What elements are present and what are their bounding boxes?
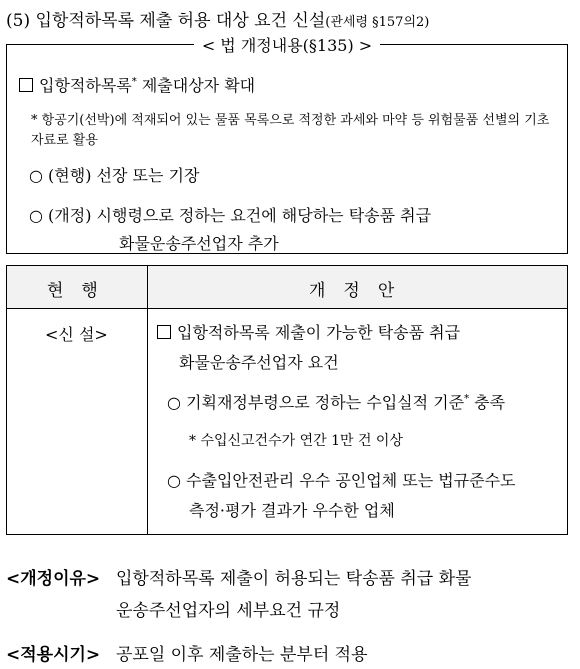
header-revised: 개정안 [309, 281, 413, 301]
box-title: < 법 개정내용(§135) > [194, 36, 380, 55]
reason-line2: 운송주선업자의 세부요건 규정 [116, 601, 341, 621]
box-current: ○ (현행) 선장 또는 기장 [29, 166, 200, 185]
revised-main-line2: 화물운송주선업자 요건 [179, 353, 339, 372]
section-heading [6, 6, 429, 31]
box-item [19, 73, 255, 96]
revised-sub1-note: * 수입신고건수가 연간 1만 건 이상 [189, 433, 403, 449]
revised-sub1-text: ○ 기획재정부령으로 정하는 수입실적 기준 [167, 393, 465, 412]
effective-label: <적용시기> [6, 645, 101, 665]
section-heading-ref: (관세령 §157의2) [325, 15, 430, 30]
revised-sub1 [167, 390, 505, 413]
box-revised-line1: ○ (개정) 시행령으로 정하는 요건에 해당하는 탁송품 취급 [29, 206, 432, 225]
section-heading-main: (5) 입항적하목록 제출 허용 대상 요건 신설 [6, 11, 326, 31]
column-divider [147, 266, 148, 534]
revised-main-text: 입항적하목록 제출이 가능한 탁송품 취급 [177, 323, 461, 342]
header-current: 현행 [47, 281, 116, 301]
current-cell: <신 설> [45, 325, 108, 344]
box-footnote: * 항공기(선박)에 적재되어 있는 물품 목록으로 적정한 과세와 마약 등 위험물품 선별의 기초자료로 활용 [31, 113, 550, 148]
checkbox-icon [157, 325, 171, 339]
box-revised-line2: 화물운송주선업자 추가 [119, 234, 279, 253]
comparison-table [6, 265, 568, 535]
table-header-row [7, 266, 567, 309]
revised-sub2-line2: 측정·평가 결과가 우수한 업체 [189, 501, 395, 520]
checkbox-icon [19, 78, 33, 92]
reason-line1: 입항적하목록 제출이 허용되는 탁송품 취급 화물 [116, 569, 472, 589]
law-amendment-box [6, 36, 568, 254]
effective-text: 공포일 이후 제출하는 분부터 적용 [116, 645, 368, 665]
revised-sub2-line1: ○ 수출입안전관리 우수 공인업체 또는 법규준수도 [167, 471, 516, 490]
reason-label: <개정이유> [6, 569, 101, 589]
box-item-rest: 제출대상자 확대 [136, 76, 256, 95]
box-item-label: 입항적하목록 [39, 76, 132, 95]
footnote-mark: * [131, 76, 137, 88]
revised-main-line1 [157, 320, 460, 343]
box-title-wrap [7, 33, 567, 56]
revised-sub1-rest: 충족 [469, 393, 506, 412]
footnote-mark: * [464, 393, 470, 405]
